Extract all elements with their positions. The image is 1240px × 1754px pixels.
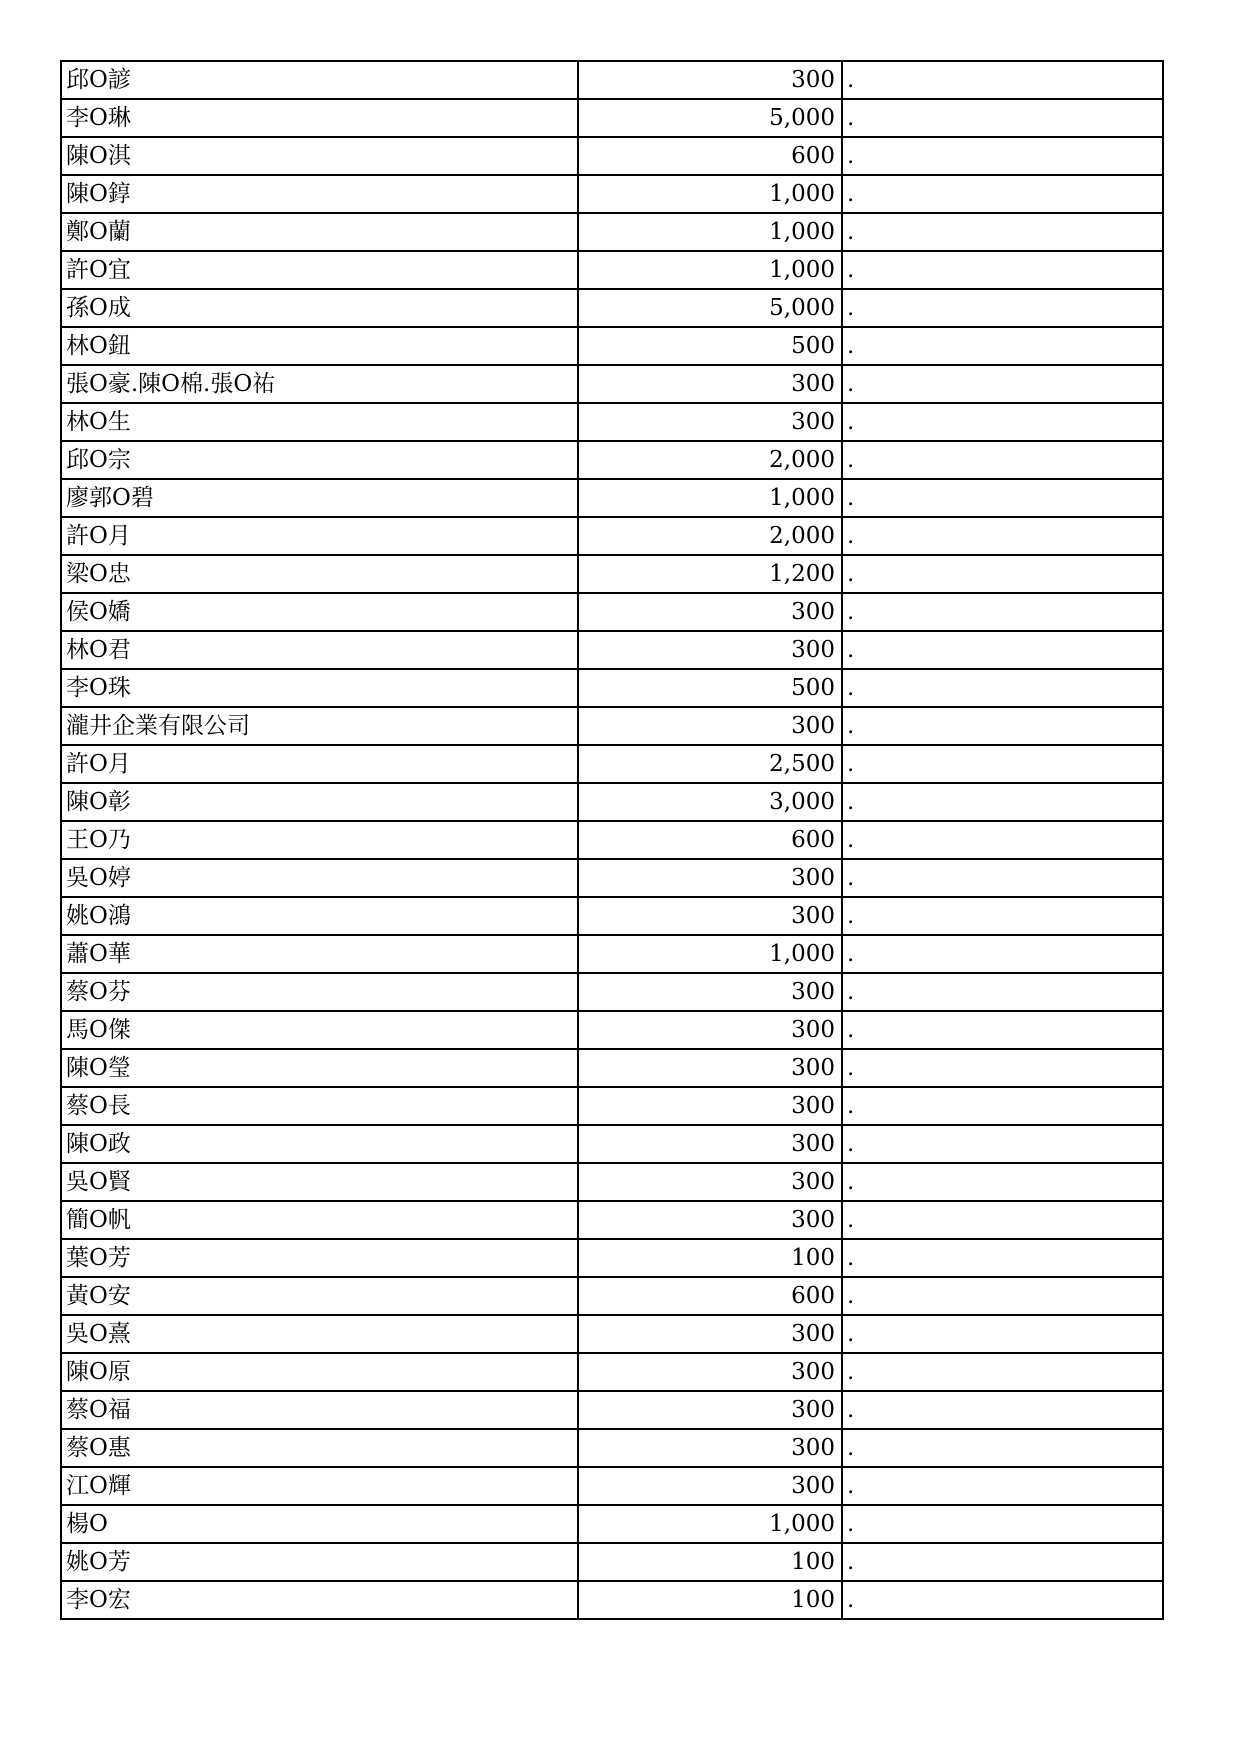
donation-table-body (61, 61, 1163, 1619)
table-row (61, 555, 1163, 593)
donation-amount-cell: 300 (578, 593, 842, 631)
table-row (61, 1315, 1163, 1353)
donor-name-cell: 簡O帆 (61, 1201, 578, 1239)
table-row (61, 821, 1163, 859)
donor-name-cell: 吳O熹 (61, 1315, 578, 1353)
note-cell: . (842, 61, 1163, 99)
donation-amount-cell: 2,000 (578, 441, 842, 479)
table-row (61, 1049, 1163, 1087)
donor-name-cell: 許O宜 (61, 251, 578, 289)
donor-name-cell: 陳O原 (61, 1353, 578, 1391)
note-cell: . (842, 1391, 1163, 1429)
donation-amount-cell: 300 (578, 897, 842, 935)
donation-amount-cell: 1,000 (578, 1505, 842, 1543)
donor-name-cell: 王O乃 (61, 821, 578, 859)
table-row (61, 707, 1163, 745)
donor-name-cell: 張O豪.陳O棉.張O祐 (61, 365, 578, 403)
donor-name-cell: 吳O婷 (61, 859, 578, 897)
note-cell: . (842, 1581, 1163, 1619)
donor-name-cell: 陳O彰 (61, 783, 578, 821)
donor-name-cell: 葉O芳 (61, 1239, 578, 1277)
donor-name-cell: 許O月 (61, 517, 578, 555)
donation-amount-cell: 1,000 (578, 175, 842, 213)
donation-amount-cell: 1,000 (578, 935, 842, 973)
donor-name-cell: 李O宏 (61, 1581, 578, 1619)
donor-name-cell: 姚O鴻 (61, 897, 578, 935)
donor-name-cell: 楊O (61, 1505, 578, 1543)
donation-amount-cell: 2,000 (578, 517, 842, 555)
donation-amount-cell: 300 (578, 859, 842, 897)
table-row (61, 517, 1163, 555)
table-row (61, 1581, 1163, 1619)
donation-amount-cell: 300 (578, 1049, 842, 1087)
donation-amount-cell: 300 (578, 403, 842, 441)
table-row (61, 403, 1163, 441)
table-row (61, 859, 1163, 897)
note-cell: . (842, 137, 1163, 175)
donor-name-cell: 孫O成 (61, 289, 578, 327)
note-cell: . (842, 1087, 1163, 1125)
donation-amount-cell: 300 (578, 61, 842, 99)
note-cell: . (842, 859, 1163, 897)
note-cell: . (842, 631, 1163, 669)
donor-name-cell: 鄭O蘭 (61, 213, 578, 251)
table-row (61, 1543, 1163, 1581)
table-row (61, 137, 1163, 175)
note-cell: . (842, 289, 1163, 327)
table-row (61, 783, 1163, 821)
note-cell: . (842, 1315, 1163, 1353)
note-cell: . (842, 707, 1163, 745)
donor-name-cell: 侯O嬌 (61, 593, 578, 631)
note-cell: . (842, 745, 1163, 783)
donation-amount-cell: 300 (578, 1125, 842, 1163)
table-row (61, 99, 1163, 137)
donation-amount-cell: 300 (578, 1353, 842, 1391)
donation-amount-cell: 600 (578, 137, 842, 175)
donor-name-cell: 馬O傑 (61, 1011, 578, 1049)
donation-amount-cell: 300 (578, 1467, 842, 1505)
donation-amount-cell: 300 (578, 1163, 842, 1201)
donation-amount-cell: 300 (578, 1201, 842, 1239)
table-row (61, 1125, 1163, 1163)
note-cell: . (842, 1467, 1163, 1505)
table-row (61, 1163, 1163, 1201)
table-row (61, 631, 1163, 669)
note-cell: . (842, 1049, 1163, 1087)
donation-amount-cell: 1,200 (578, 555, 842, 593)
donor-name-cell: 許O月 (61, 745, 578, 783)
note-cell: . (842, 1011, 1163, 1049)
note-cell: . (842, 517, 1163, 555)
table-row (61, 973, 1163, 1011)
donation-amount-cell: 1,000 (578, 251, 842, 289)
donor-name-cell: 蔡O福 (61, 1391, 578, 1429)
donation-amount-cell: 300 (578, 1429, 842, 1467)
donation-amount-cell: 300 (578, 707, 842, 745)
note-cell: . (842, 441, 1163, 479)
table-row (61, 1505, 1163, 1543)
note-cell: . (842, 1505, 1163, 1543)
table-row (61, 1239, 1163, 1277)
donor-name-cell: 蔡O芬 (61, 973, 578, 1011)
donation-amount-cell: 300 (578, 365, 842, 403)
note-cell: . (842, 213, 1163, 251)
table-row (61, 289, 1163, 327)
donor-name-cell: 梁O忠 (61, 555, 578, 593)
donation-amount-cell: 1,000 (578, 479, 842, 517)
table-row (61, 1087, 1163, 1125)
donation-table (60, 60, 1164, 1620)
table-row (61, 479, 1163, 517)
donor-name-cell: 廖郭O碧 (61, 479, 578, 517)
donor-name-cell: 邱O宗 (61, 441, 578, 479)
table-row (61, 1277, 1163, 1315)
table-row (61, 669, 1163, 707)
table-row (61, 251, 1163, 289)
donation-amount-cell: 5,000 (578, 99, 842, 137)
donation-amount-cell: 2,500 (578, 745, 842, 783)
donation-amount-cell: 300 (578, 1315, 842, 1353)
note-cell: . (842, 935, 1163, 973)
table-row (61, 327, 1163, 365)
note-cell: . (842, 99, 1163, 137)
note-cell: . (842, 327, 1163, 365)
donor-name-cell: 林O君 (61, 631, 578, 669)
donor-name-cell: 李O琳 (61, 99, 578, 137)
table-row (61, 1201, 1163, 1239)
donor-name-cell: 江O輝 (61, 1467, 578, 1505)
donor-name-cell: 陳O錞 (61, 175, 578, 213)
note-cell: . (842, 897, 1163, 935)
table-row (61, 935, 1163, 973)
donor-name-cell: 吳O賢 (61, 1163, 578, 1201)
donor-name-cell: 蔡O長 (61, 1087, 578, 1125)
table-row (61, 175, 1163, 213)
table-row (61, 1467, 1163, 1505)
note-cell: . (842, 669, 1163, 707)
donor-name-cell: 邱O諺 (61, 61, 578, 99)
table-row (61, 1391, 1163, 1429)
table-row (61, 593, 1163, 631)
table-row (61, 1011, 1163, 1049)
note-cell: . (842, 251, 1163, 289)
donor-name-cell: 陳O淇 (61, 137, 578, 175)
note-cell: . (842, 555, 1163, 593)
donor-name-cell: 林O生 (61, 403, 578, 441)
note-cell: . (842, 1277, 1163, 1315)
donation-sheet (60, 60, 1162, 1620)
note-cell: . (842, 175, 1163, 213)
table-row (61, 1353, 1163, 1391)
donation-amount-cell: 600 (578, 1277, 842, 1315)
donation-amount-cell: 300 (578, 631, 842, 669)
note-cell: . (842, 1543, 1163, 1581)
note-cell: . (842, 365, 1163, 403)
donor-name-cell: 黃O安 (61, 1277, 578, 1315)
donation-amount-cell: 500 (578, 669, 842, 707)
note-cell: . (842, 479, 1163, 517)
donation-amount-cell: 1,000 (578, 213, 842, 251)
donor-name-cell: 陳O政 (61, 1125, 578, 1163)
donation-amount-cell: 100 (578, 1581, 842, 1619)
note-cell: . (842, 1353, 1163, 1391)
note-cell: . (842, 1163, 1163, 1201)
donation-amount-cell: 3,000 (578, 783, 842, 821)
donation-amount-cell: 300 (578, 1087, 842, 1125)
donor-name-cell: 蔡O惠 (61, 1429, 578, 1467)
note-cell: . (842, 403, 1163, 441)
note-cell: . (842, 821, 1163, 859)
donor-name-cell: 李O珠 (61, 669, 578, 707)
note-cell: . (842, 1239, 1163, 1277)
donation-amount-cell: 600 (578, 821, 842, 859)
donor-name-cell: 蕭O華 (61, 935, 578, 973)
donation-amount-cell: 300 (578, 1391, 842, 1429)
donation-amount-cell: 300 (578, 973, 842, 1011)
donation-amount-cell: 500 (578, 327, 842, 365)
donation-amount-cell: 100 (578, 1543, 842, 1581)
table-row (61, 61, 1163, 99)
donation-amount-cell: 5,000 (578, 289, 842, 327)
note-cell: . (842, 973, 1163, 1011)
table-row (61, 365, 1163, 403)
donor-name-cell: 林O鈕 (61, 327, 578, 365)
donor-name-cell: 姚O芳 (61, 1543, 578, 1581)
donation-amount-cell: 100 (578, 1239, 842, 1277)
table-row (61, 897, 1163, 935)
note-cell: . (842, 593, 1163, 631)
donor-name-cell: 瀧井企業有限公司 (61, 707, 578, 745)
donation-amount-cell: 300 (578, 1011, 842, 1049)
note-cell: . (842, 1429, 1163, 1467)
table-row (61, 441, 1163, 479)
donor-name-cell: 陳O瑩 (61, 1049, 578, 1087)
table-row (61, 213, 1163, 251)
note-cell: . (842, 1125, 1163, 1163)
note-cell: . (842, 1201, 1163, 1239)
table-row (61, 1429, 1163, 1467)
table-row (61, 745, 1163, 783)
note-cell: . (842, 783, 1163, 821)
